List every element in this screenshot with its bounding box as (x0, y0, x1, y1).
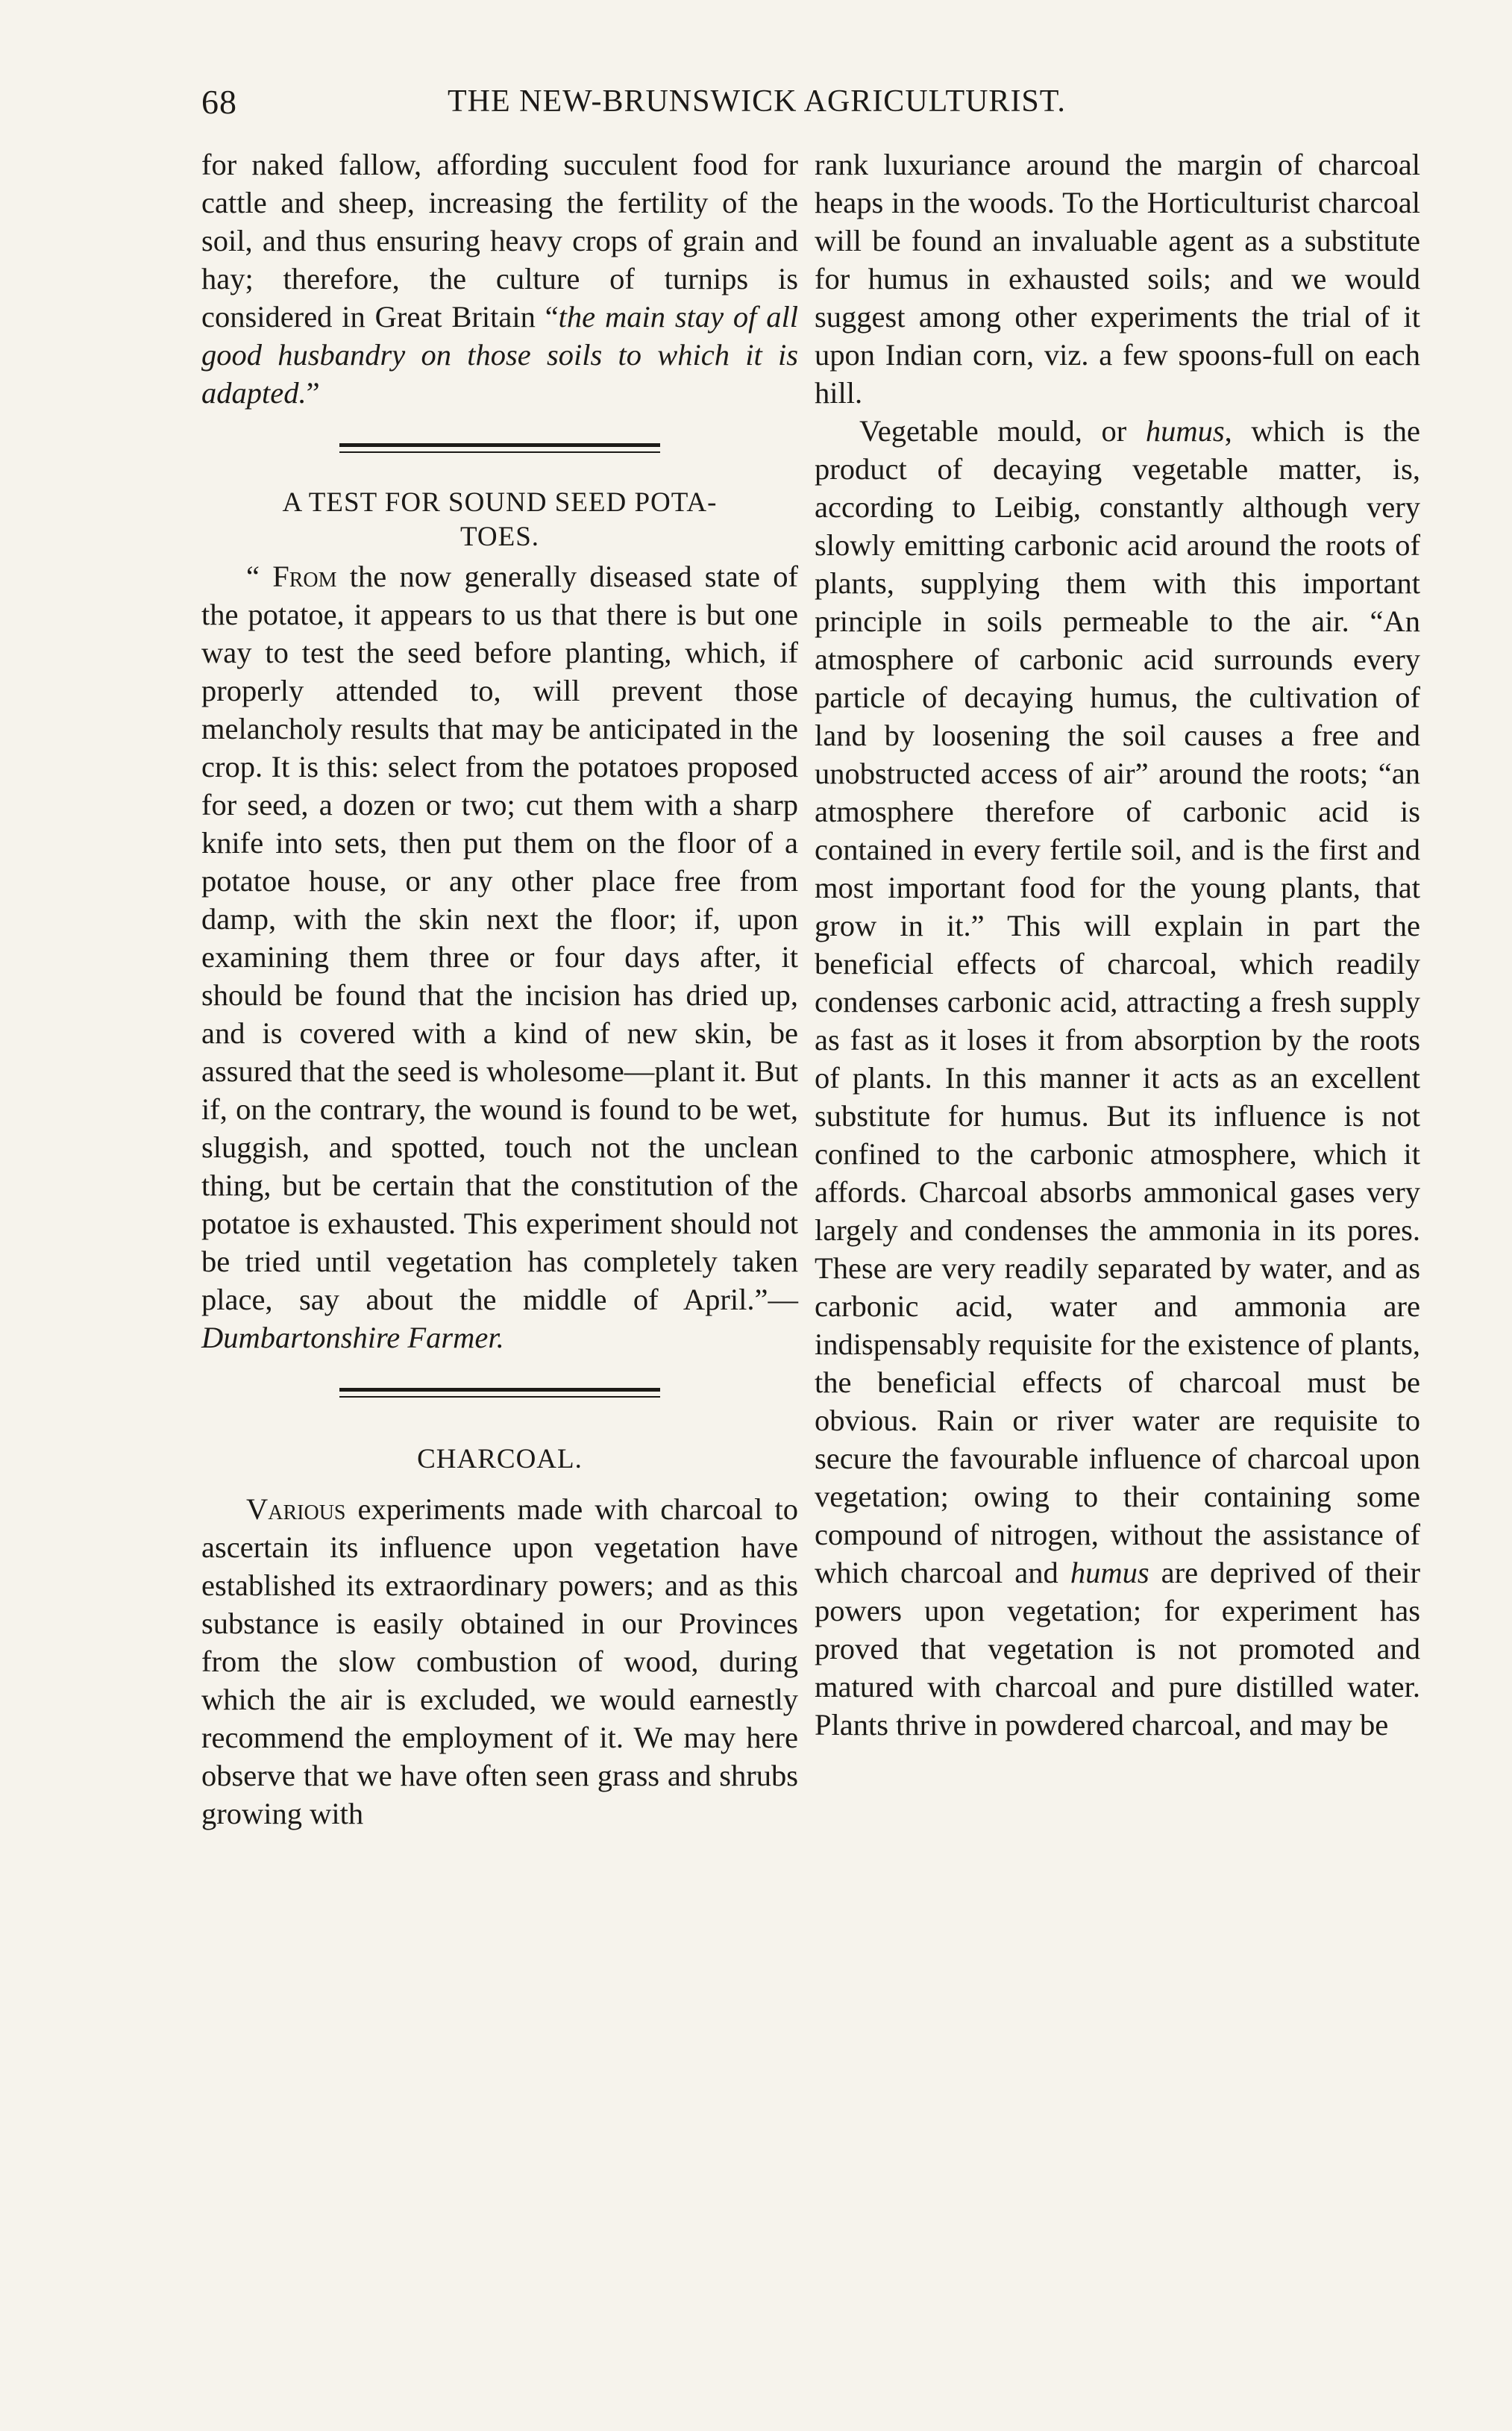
potato-article-body (201, 557, 798, 1357)
humus-paragraph-end: are deprived of their powers upon vegetation; for experiment has proved that vegetation is not promoted and matured with charcoal and pure distilled water. Plants thrive in powdered charcoal, and may be (815, 1556, 1420, 1742)
humus-term-second: humus (1070, 1556, 1149, 1589)
potato-title-line1: A TEST FOR SOUND SEED POTA- (282, 487, 718, 518)
humus-paragraph (815, 412, 1420, 1744)
section-divider (339, 1388, 660, 1398)
humus-term: humus (1145, 414, 1225, 448)
potato-body-text: the now generally diseased state of the potatoe, it appears to us that there is but one way to test the seed before planting, which, if properly attended to, will prevent those melancholy results that may be anticipated in the crop. It is this: select from the potatoes proposed for seed, a dozen or two; cut them with a sharp knife into sets, then put them on the floor of a potatoe house, or any other place free from damp, with the skin next the floor; if, upon examining them three or four days after, it should be found that the incision has dried up, and is covered with a kind of new skin, be assured that the seed is wholesome—plant it. But if, on the contrary, the wound is found to be wet, sluggish, and spotted, touch not the unclean thing, but be certain that the constitution of the potatoe is exhausted. This experiment should not be tried until vegetation has completely taken place, say about the middle of April.”— (201, 560, 798, 1316)
right-column (815, 146, 1420, 1744)
running-title: THE NEW-BRUNSWICK AGRICULTURIST. (448, 84, 1066, 119)
page-header (201, 82, 1395, 127)
potato-source: Dumbartonshire Farmer. (201, 1321, 504, 1354)
charcoal-article-body (201, 1490, 798, 1833)
continuation-closing: ” (306, 376, 320, 410)
charcoal-lead-word: Various (246, 1492, 346, 1526)
page-number: 68 (201, 83, 237, 121)
left-column (201, 146, 798, 1833)
section-divider (339, 443, 660, 453)
potato-lead-mark: “ (246, 560, 273, 593)
potato-title-line2: TOES. (459, 522, 540, 552)
humus-paragraph-start: Vegetable mould, or (859, 414, 1146, 448)
continuation-text: for naked fallow, affording succulent food for cattle and sheep, increasing the fertility of the soil, and thus ensuring heavy crops of grain and hay; therefore, the culture of turnips is considered in Great Britain “ (201, 148, 798, 334)
potato-lead-word: From (272, 560, 337, 593)
charcoal-body-text: experiments made with charcoal to ascertain its influence upon vegetation have established its extraordinary powers; and as this substance is easily obtained in our Provinces from the slow combustion of wood, during which the air is excluded, we would earnestly recommend the employment of it. We may here observe that we have often seen grass and shrubs growing with (201, 1492, 798, 1830)
charcoal-continuation-paragraph: rank luxuriance around the margin of charcoal heaps in the woods. To the Horticulturist charcoal will be found an invaluable agent as a substitute for humus in exhausted soils; and we would suggest among other experiments the trial of it upon Indian corn, viz. a few spoons-full on each hill. (815, 148, 1420, 410)
continuation-italic-quote: the main stay of all good husbandry on those soils to which it is adapted. (201, 300, 798, 410)
continuation-paragraph (201, 146, 798, 412)
potato-article-title (201, 486, 798, 554)
charcoal-article-title: CHARCOAL. (417, 1444, 583, 1474)
humus-paragraph-middle: , which is the product of decaying vegetable matter, is, according to Leibig, constantly although very slowly emitting carbonic acid around the roots of plants, supplying them with this important principle in soils permeable to the air. “An atmosphere of carbonic acid surrounds every particle of decaying humus, the cultivation of land by loosening the soil causes a free and unobstructed access of air” around the roots; “an atmosphere therefore of carbonic acid is contained in every fertile soil, and is the first and most important food for the young plants, that grow in it.” This will explain in part the beneficial effects of charcoal, which readily condenses carbonic acid, attracting a fresh supply as fast as it loses it from absorption by the roots of plants. In this manner it acts as an excellent substitute for humus. But its influence is not confined to the carbonic atmosphere, which it affords. Charcoal absorbs ammonical gases very largely and condenses the ammonia in its pores. These are very readily separated by water, and as carbonic acid, water and ammonia are indispensably requisite for the existence of plants, the beneficial effects of charcoal must be obvious. Rain or river water are requisite to secure the favourable influence of charcoal upon vegetation; owing to their containing some compound of nitrogen, without the assistance of which charcoal and (815, 414, 1420, 1589)
